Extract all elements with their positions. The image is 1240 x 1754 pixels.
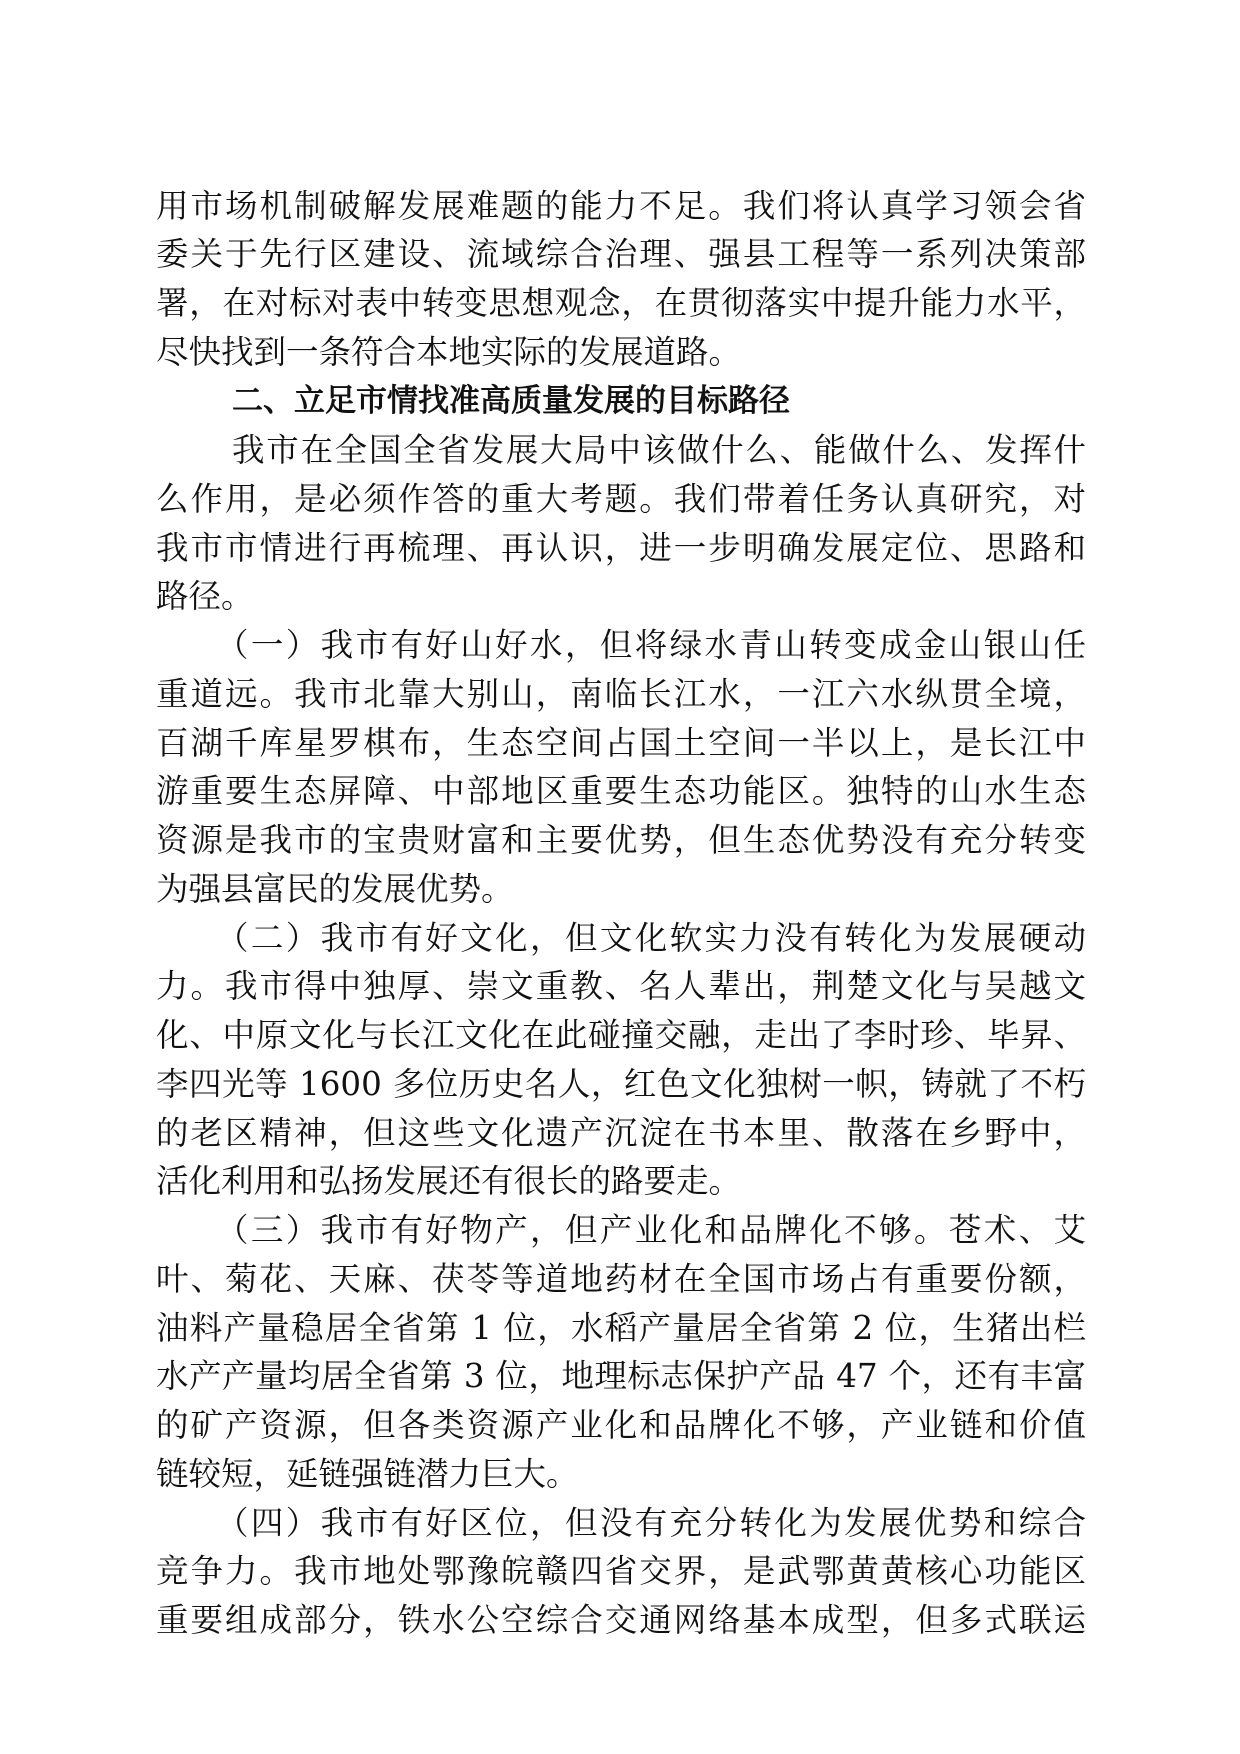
paragraph-line: 为强县富民的发展优势。 — [156, 870, 514, 908]
subsection-line: （一）我市有好山好水，但将绿水青山转变成金山银山任 — [216, 626, 1086, 664]
paragraph-line: 水产产量均居全省第 3 位，地理标志保护产品 47 个，还有丰富 — [156, 1357, 1086, 1395]
paragraph-line: 活化利用和弘扬发展还有很长的路要走。 — [156, 1162, 742, 1200]
paragraph-line: 尽快找到一条符合本地实际的发展道路。 — [156, 333, 742, 371]
paragraph-line: 路径。 — [156, 577, 254, 615]
paragraph-line: 委关于先行区建设、流域综合治理、强县工程等一系列决策部 — [156, 235, 1086, 273]
paragraph-line: 么作用，是必须作答的重大考题。我们带着任务认真研究，对 — [156, 480, 1086, 518]
subsection-line: （三）我市有好物产，但产业化和品牌化不够。苍术、艾 — [216, 1211, 1086, 1249]
paragraph-line: 李四光等 1600 多位历史名人，红色文化独树一帜，铸就了不朽 — [156, 1065, 1086, 1103]
paragraph-line: 链较短，延链强链潜力巨大。 — [156, 1455, 579, 1493]
paragraph-line: 署，在对标对表中转变思想观念，在贯彻落实中提升能力水平， — [156, 284, 1086, 322]
paragraph-line: 游重要生态屏障、中部地区重要生态功能区。独特的山水生态 — [156, 772, 1086, 810]
paragraph-line: 力。我市得中独厚、崇文重教、名人辈出，荆楚文化与吴越文 — [156, 967, 1086, 1005]
paragraph-line: 用市场机制破解发展难题的能力不足。我们将认真学习领会省 — [156, 187, 1086, 225]
paragraph-line: 叶、菊花、天麻、茯苓等道地药材在全国市场占有重要份额， — [156, 1260, 1086, 1298]
paragraph-line: 我市市情进行再梳理、再认识，进一步明确发展定位、思路和 — [156, 529, 1086, 567]
paragraph-line: 化、中原文化与长江文化在此碰撞交融，走出了李时珍、毕昇、 — [156, 1016, 1086, 1054]
paragraph-line: 的矿产资源，但各类资源产业化和品牌化不够，产业链和价值 — [156, 1406, 1086, 1444]
paragraph-line: 百湖千库星罗棋布，生态空间占国土空间一半以上，是长江中 — [156, 724, 1086, 762]
paragraph-line: 资源是我市的宝贵财富和主要优势，但生态优势没有充分转变 — [156, 821, 1086, 859]
subsection-line: （四）我市有好区位，但没有充分转化为发展优势和综合 — [216, 1504, 1086, 1542]
paragraph-line: 我市在全国全省发展大局中该做什么、能做什么、发挥什 — [232, 431, 1086, 469]
paragraph-line: 重道远。我市北靠大别山，南临长江水，一江六水纵贯全境， — [156, 675, 1086, 713]
subsection-line: （二）我市有好文化，但文化软实力没有转化为发展硬动 — [216, 919, 1086, 957]
paragraph-line: 的老区精神，但这些文化遗产沉淀在书本里、散落在乡野中， — [156, 1114, 1086, 1152]
paragraph-line: 重要组成部分，铁水公空综合交通网络基本成型，但多式联运 — [156, 1601, 1086, 1639]
paragraph-line: 竞争力。我市地处鄂豫皖赣四省交界，是武鄂黄黄核心功能区 — [156, 1552, 1086, 1590]
section-heading: 二、立足市情找准高质量发展的目标路径 — [232, 383, 790, 419]
paragraph-line: 油料产量稳居全省第 1 位，水稻产量居全省第 2 位，生猪出栏 — [156, 1309, 1086, 1347]
